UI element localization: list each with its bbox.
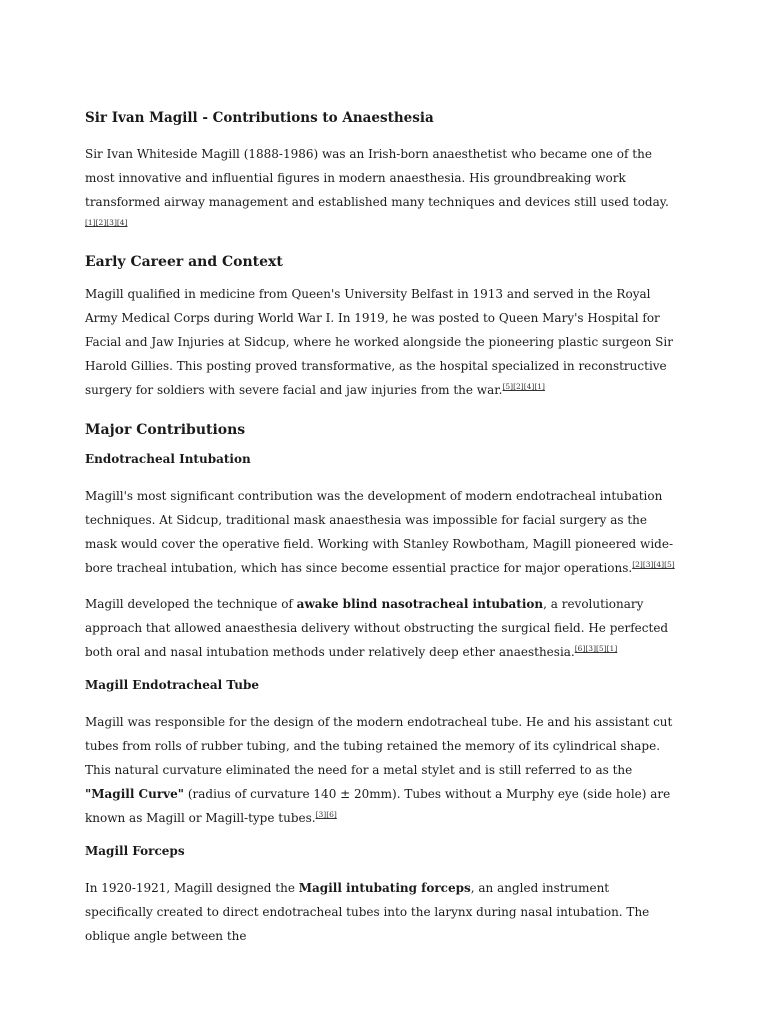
intubation-heading: Endotracheal Intubation bbox=[85, 452, 251, 466]
forceps-paragraph bbox=[85, 876, 677, 948]
forceps-text-bold: Magill intubating forceps bbox=[298, 881, 471, 895]
early-career-heading: Early Career and Context bbox=[85, 254, 283, 270]
tube-heading: Magill Endotracheal Tube bbox=[85, 678, 259, 692]
tube-text-after: (radius of curvature 140 ± 20mm). Tubes without a Murphy eye (side hole) are known as Magill or Magill-type tubes. bbox=[85, 787, 671, 825]
tube-citation[interactable]: [3][6] bbox=[315, 810, 337, 819]
intro-citation[interactable]: [1][2][3][4] bbox=[85, 218, 128, 227]
major-contributions-heading: Major Contributions bbox=[85, 422, 246, 438]
intubation-text-2-before: Magill developed the technique of bbox=[85, 597, 297, 611]
intubation-citation-2[interactable]: [6][3][5][1] bbox=[574, 644, 618, 653]
tube-paragraph bbox=[85, 710, 677, 830]
intubation-citation-1[interactable]: [2][3][4][5] bbox=[632, 560, 675, 569]
intro-text: Sir Ivan Whiteside Magill (1888-1986) was an Irish-born anaesthetist who became one of the most innovative and influential figures in modern anaesthesia. His groundbreaking work transformed airway management and established many techniques and devices still used today. bbox=[85, 147, 669, 209]
intubation-paragraph-2 bbox=[85, 592, 677, 664]
tube-text-before: Magill was responsible for the design of the modern endotracheal tube. He and his assistant cut tubes from rolls of rubber tubing, and the tubing retained the memory of its cylindrical shape. This natural curvature eliminated the need for a metal stylet and is still referred to as the bbox=[85, 715, 673, 777]
early-career-paragraph bbox=[85, 282, 677, 402]
early-career-citation[interactable]: [5][2][4][1] bbox=[502, 382, 545, 391]
intro-paragraph bbox=[85, 142, 677, 238]
document-page bbox=[85, 108, 677, 960]
intubation-text-2-after: , a revolutionary approach that allowed anaesthesia delivery without obstructing the surgical field. He perfected both oral and nasal intubation methods under relatively deep ether anaesthesia. bbox=[85, 597, 669, 659]
forceps-heading: Magill Forceps bbox=[85, 844, 185, 858]
intubation-paragraph-1 bbox=[85, 484, 677, 580]
document-title: Sir Ivan Magill - Contributions to Anaesthesia bbox=[85, 110, 434, 126]
tube-text-bold: "Magill Curve" bbox=[85, 787, 185, 801]
forceps-text-after: , an angled instrument specifically created to direct endotracheal tubes into the larynx during nasal intubation. The oblique angle between the bbox=[85, 881, 650, 943]
intubation-text-2-bold: awake blind nasotracheal intubation bbox=[296, 597, 544, 611]
forceps-text-before: In 1920-1921, Magill designed the bbox=[85, 881, 299, 895]
intubation-text-1: Magill's most significant contribution was the development of modern endotracheal intubation techniques. At Sidcup, traditional mask anaesthesia was impossible for facial surgery as the mask would cover the operative field. Working with Stanley Rowbotham, Magill pioneered wide-bore tracheal intubation, which has since become essential practice for major operations. bbox=[85, 489, 673, 575]
early-career-text: Magill qualified in medicine from Queen's University Belfast in 1913 and served in the Royal Army Medical Corps during World War I. In 1919, he was posted to Queen Mary's Hospital for Facial and Jaw Injuries at Sidcup, where he worked alongside the pioneering plastic surgeon Sir Harold Gillies. This posting proved transformative, as the hospital specialized in reconstructive surgery for soldiers with severe facial and jaw injuries from the war. bbox=[85, 287, 673, 397]
